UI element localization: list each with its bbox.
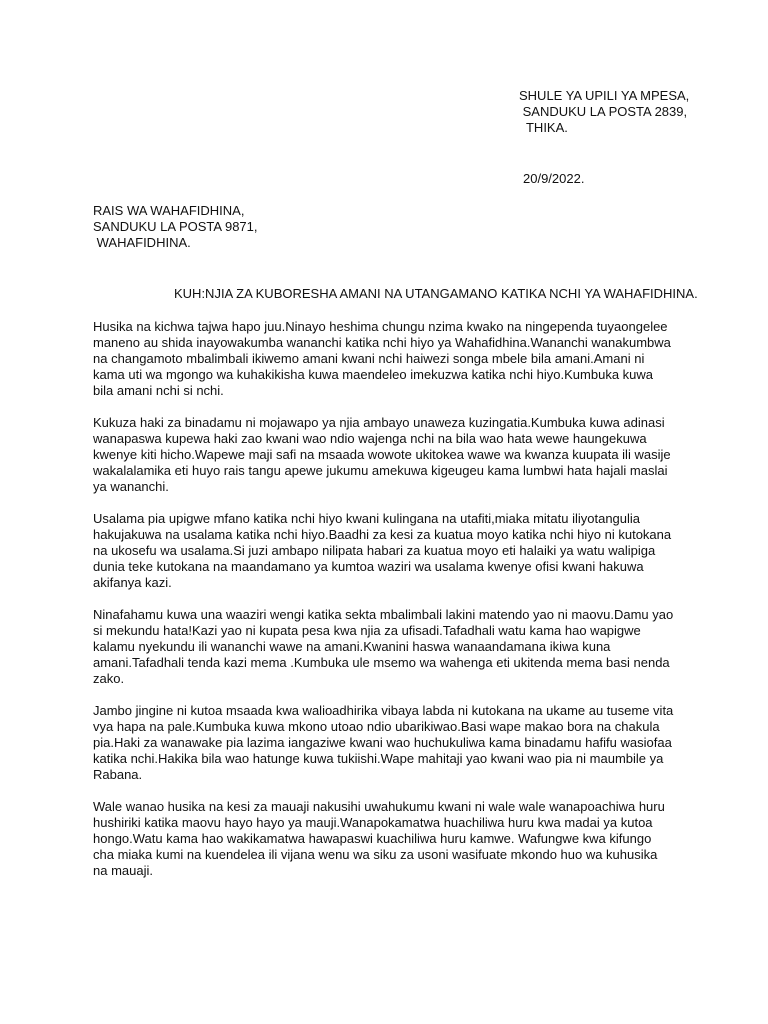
- paragraph-line: na mauaji.: [93, 863, 153, 878]
- paragraph-line: zako.: [93, 671, 125, 686]
- sender-address-line: SANDUKU LA POSTA 2839,: [519, 104, 688, 119]
- letter-date: 20/9/2022.: [523, 171, 585, 186]
- paragraph-line: vya hapa na pale.Kumbuka kuwa mkono utoao ndio ubarikiwao.Basi wape makao bora na chakula: [93, 719, 660, 734]
- sender-address-line: SHULE YA UPILI YA MPESA,: [519, 88, 690, 103]
- body-paragraph: [93, 799, 683, 879]
- paragraph-line: katika nchi.Hakika bila wao hatunge kuwa tukiishi.Wape mahitaji yao kwani wao pia ni maumbile ya: [93, 751, 664, 766]
- paragraph-line: Ninafahamu kuwa una waaziri wengi katika sekta mbalimbali lakini matendo yao ni maovu.Damu yao: [93, 607, 674, 622]
- paragraph-line: na changamoto mbalimbali ikiwemo amani kwani nchi haiwezi songa mbele bila amani.Amani ni: [93, 351, 645, 366]
- paragraph-line: Wale wanao husika na kesi za mauaji nakusihi uwahukumu kwani ni wale wale wanapoachiwa huru: [93, 799, 665, 814]
- paragraph-line: dunia teke kutokana na maandamano ya kumtoa waziri wa usalama kwenye ofisi kwani hakuwa: [93, 559, 644, 574]
- body-paragraph: [93, 607, 683, 687]
- recipient-address: [93, 203, 393, 251]
- paragraph-line: kwenye kiti hicho.Wapewe maji safi na msaada wowote ukitokea wawe wa kwanza kuupata ili wasije: [93, 447, 671, 462]
- letter-body: [93, 319, 683, 895]
- paragraph-line: Jambo jingine ni kutoa msaada kwa walioadhirika vibaya labda ni kutokana na ukame au tuseme vita: [93, 703, 674, 718]
- paragraph-line: kama uti wa mgongo wa kuhakikisha kuwa maendeleo imekuzwa katika nchi hiyo.Kumbuka kuwa: [93, 367, 654, 382]
- paragraph-line: Rabana.: [93, 767, 143, 782]
- paragraph-line: kalamu nyekundu ili wananchi wawe na amani.Kwanini haswa wanaandamana ikiwa kuna: [93, 639, 611, 654]
- paragraph-line: wakalalamika eti huyo rais tangu apewe jukumu amekuwa kigeugeu kama lumbwi hata hajali maslai: [93, 463, 668, 478]
- paragraph-line: hushiriki katika maovu hayo hayo ya mauji.Wanapokamatwa huachiliwa huru kwa madai ya kutoa: [93, 815, 653, 830]
- body-paragraph: [93, 319, 683, 399]
- paragraph-line: akifanya kazi.: [93, 575, 172, 590]
- paragraph-line: si mekundu hata!Kazi yao ni kupata pesa kwa njia za ufisadi.Tafadhali watu kama hao wapigwe: [93, 623, 641, 638]
- paragraph-line: Usalama pia upigwe mfano katika nchi hiyo kwani kulingana na utafiti,miaka mitatu iliyotangulia: [93, 511, 641, 526]
- recipient-address-line: SANDUKU LA POSTA 9871,: [93, 219, 258, 234]
- paragraph-line: ya wananchi.: [93, 479, 169, 494]
- paragraph-line: wanapaswa kupewa haki zao kwani wao ndio wajenga nchi na bila wao hata wewe haungekuwa: [93, 431, 647, 446]
- letter-subject: KUH:NJIA ZA KUBORESHA AMANI NA UTANGAMANO KATIKA NCHI YA WAHAFIDHINA.: [174, 286, 698, 301]
- paragraph-line: bila amani nchi si nchi.: [93, 383, 224, 398]
- paragraph-line: amani.Tafadhali tenda kazi mema .Kumbuka ule msemo wa wahenga eti ukitenda mema basi nenda: [93, 655, 670, 670]
- paragraph-line: maneno au shida inayowakumba wananchi katika nchi hiyo ya Wahafidhina.Wananchi wanakumbwa: [93, 335, 671, 350]
- paragraph-line: pia.Haki za wanawake pia lazima iangaziwe kwani wao huchukuliwa kama binadamu hafifu wasiofaa: [93, 735, 672, 750]
- body-paragraph: [93, 415, 683, 495]
- body-paragraph: [93, 703, 683, 783]
- paragraph-line: cha miaka kumi na kuendelea ili vijana wenu wa siku za usoni wasifuate mkondo huo wa kuhusika: [93, 847, 658, 862]
- paragraph-line: hakujakuwa na usalama katika nchi hiyo.Baadhi za kesi za kuatua moyo katika nchi hiyo ni kutokana: [93, 527, 672, 542]
- sender-address: [519, 88, 759, 136]
- paragraph-line: na ukosefu wa usalama.Si juzi ambapo nilipata habari za kuatua moyo eti halaiki ya watu walipiga: [93, 543, 656, 558]
- paragraph-line: Husika na kichwa tajwa hapo juu.Ninayo heshima chungu nzima kwako na ningependa tuyaongelee: [93, 319, 668, 334]
- paragraph-line: Kukuza haki za binadamu ni mojawapo ya njia ambayo unaweza kuzingatia.Kumbuka kuwa adinasi: [93, 415, 665, 430]
- recipient-address-line: RAIS WA WAHAFIDHINA,: [93, 203, 245, 218]
- sender-address-line: THIKA.: [519, 120, 568, 135]
- paragraph-line: hongo.Watu kama hao wakikamatwa hawapaswi kuachiliwa huru kamwe. Wafungwe kwa kifungo: [93, 831, 652, 846]
- body-paragraph: [93, 511, 683, 591]
- recipient-address-line: WAHAFIDHINA.: [93, 235, 191, 250]
